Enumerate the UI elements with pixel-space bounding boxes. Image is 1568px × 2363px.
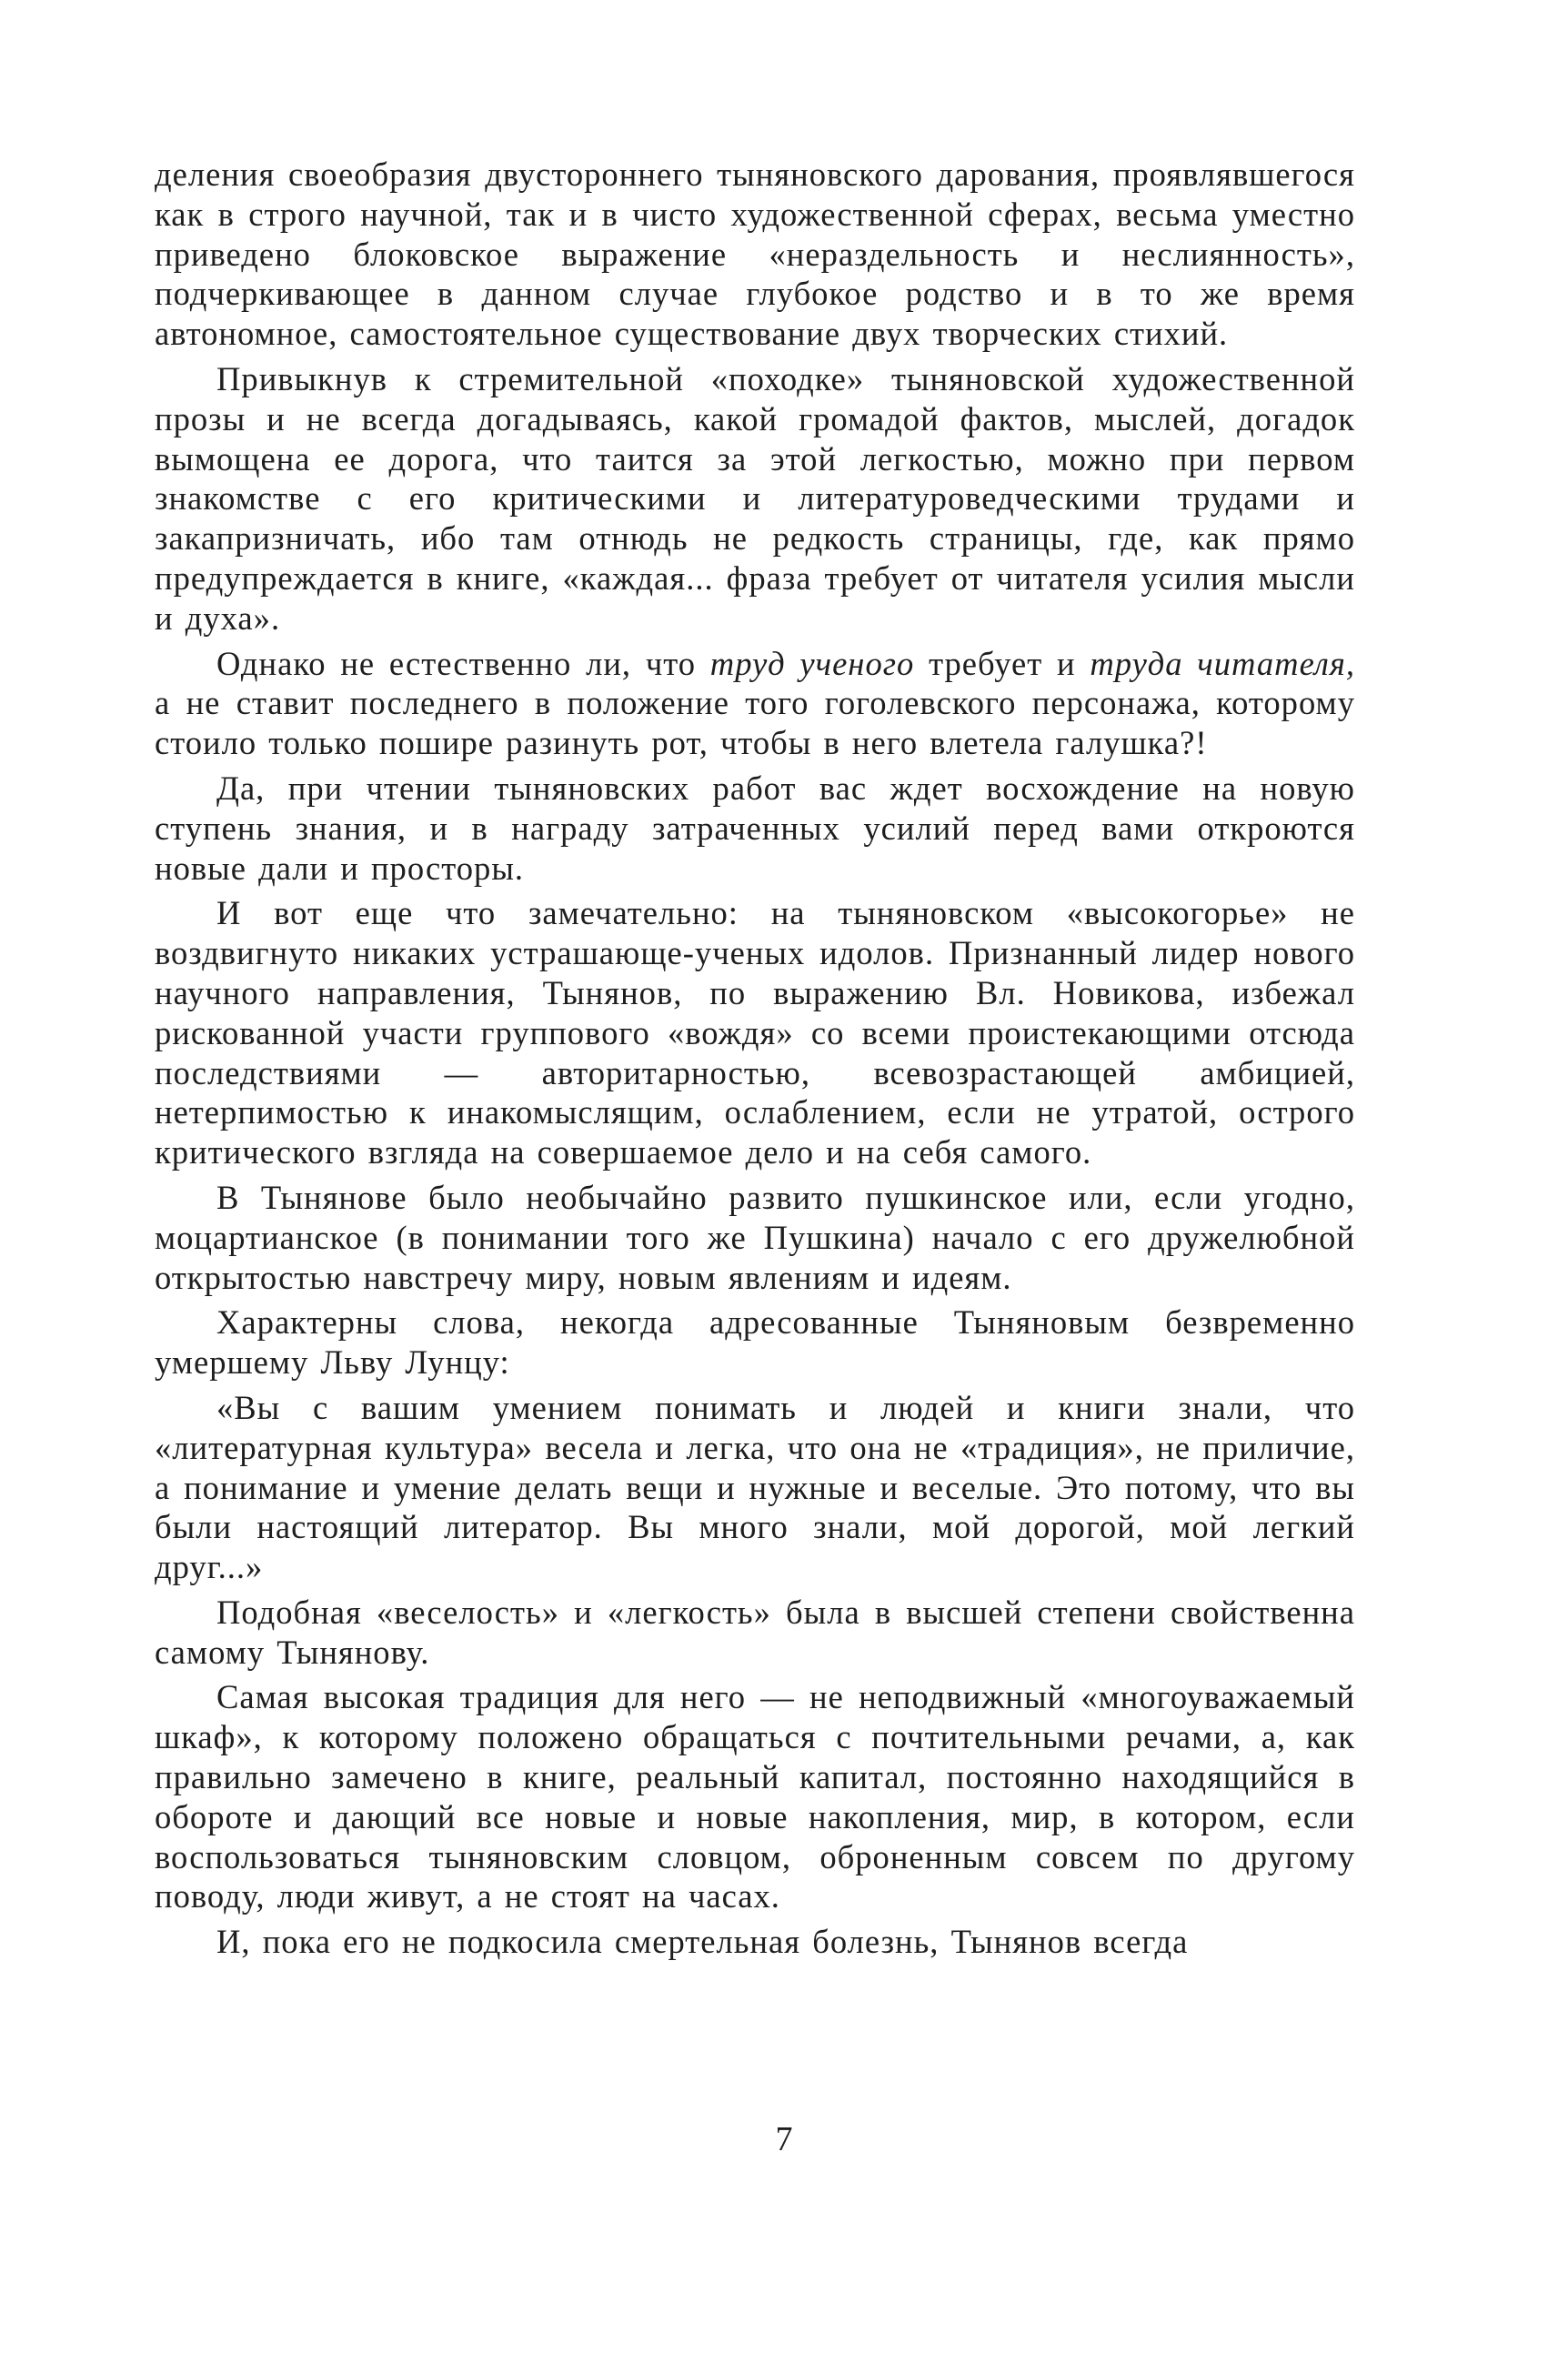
paragraph-10-text: Самая высокая традиция для него — не неподвижный «многоуважаемый шкаф», к которому положено обращаться с почтительными речами, а, как правильно замечено в книге, реальный капитал, постоянно находящийся в обороте и дающий все новые и новые накопления, мир, в котором, если воспользоваться тыняновским словцом, оброненным совсем по другому поводу, люди живут, а не стоят на часах. [155,1678,1355,1916]
paragraph-10 [155,1677,1355,1916]
paragraph-1-text: деления своеобразия двустороннего тыняновского дарования, проявлявшегося как в строго научной, так и в чисто художественной сферах, весьма уместно приведено блоковское выражение «нераздельность и неслиянность», подчеркивающее в данном случае глубокое родство и в то же время автономное, самостоятельное существование двух творческих стихий. [155,156,1355,353]
paragraph-3 [155,644,1355,763]
paragraph-3-text-a: Однако не естественно ли, что [216,644,710,682]
paragraph-5-text: И вот еще что замечательно: на тыняновском «высокогорье» не воздвигнуто никаких устрашающе-ученых идолов. Признанный лидер нового научного направления, Тынянов, по выражению Вл. Новикова, избежал рискованной участи группового «вождя» со всеми проистекающими отсюда последствиями — авторитарностью, всевозрастающей амбицией, нетерпимостью к инакомыслящим, ослаблением, если не утратой, острого критического взгляда на совершаемое дело и на себя самого. [155,894,1355,1171]
paragraph-6 [155,1178,1355,1297]
paragraph-3-text-c: а не ставит последнего в положение того гоголевского персонажа, которому стоило только пошире разинуть рот, чтобы в него влетела галушка?! [155,684,1355,762]
page-text [155,155,1355,1967]
paragraph-6-text: В Тынянове было необычайно развито пушкинское или, если угодно, моцартианское (в понимании того же Пушкина) начало с его дружелюбной открытостью навстречу миру, новым явлениям и идеям. [155,1178,1355,1296]
paragraph-2 [155,359,1355,639]
paragraph-8-quote [155,1388,1355,1587]
paragraph-7-text: Характерны слова, некогда адресованные Тыняновым безвременно умершему Льву Лунцу: [155,1303,1355,1382]
paragraph-1 [155,155,1355,354]
paragraph-7 [155,1302,1355,1383]
paragraph-11 [155,1922,1355,1962]
paragraph-2-text: Привыкнув к стремительной «походке» тыняновской художественной прозы и не всегда догадываясь, какой громадой фактов, мыслей, догадок вымощена ее дорога, что таится за этой легкостью, можно при первом знакомстве с его критическими и литературоведческими трудами и закапризничать, ибо там отнюдь не редкость страницы, где, как прямо предупреждается в книге, «каждая... фраза требует от читателя усилия мысли и духа». [155,359,1355,637]
page-number: 7 [775,2120,793,2158]
paragraph-4-text: Да, при чтении тыняновских работ вас ждет восхождение на новую ступень знания, и в награду затраченных усилий перед вами откроются новые дали и просторы. [155,769,1355,887]
paragraph-8-text: «Вы с вашим умением понимать и людей и книги знали, что «литературная культура» весела и легка, что она не «традиция», не приличие, а понимание и умение делать вещи и нужные и веселые. Это потому, что вы были настоящий литератор. Вы много знали, мой дорогой, мой легкий друг...» [155,1388,1355,1586]
paragraph-3-italic-a: труд ученого [709,644,915,682]
paragraph-5 [155,893,1355,1172]
paragraph-11-text: И, пока его не подкосила смертельная болезнь, Тынянов всегда [216,1923,1189,1961]
paragraph-3-text-b: требует и [914,644,1091,682]
paragraph-3-italic-b: труда читателя, [1090,644,1355,682]
paragraph-9-text: Подобная «веселость» и «легкость» была в высшей степени свойственна самому Тынянову. [155,1593,1355,1671]
paragraph-9 [155,1593,1355,1673]
paragraph-4 [155,769,1355,888]
